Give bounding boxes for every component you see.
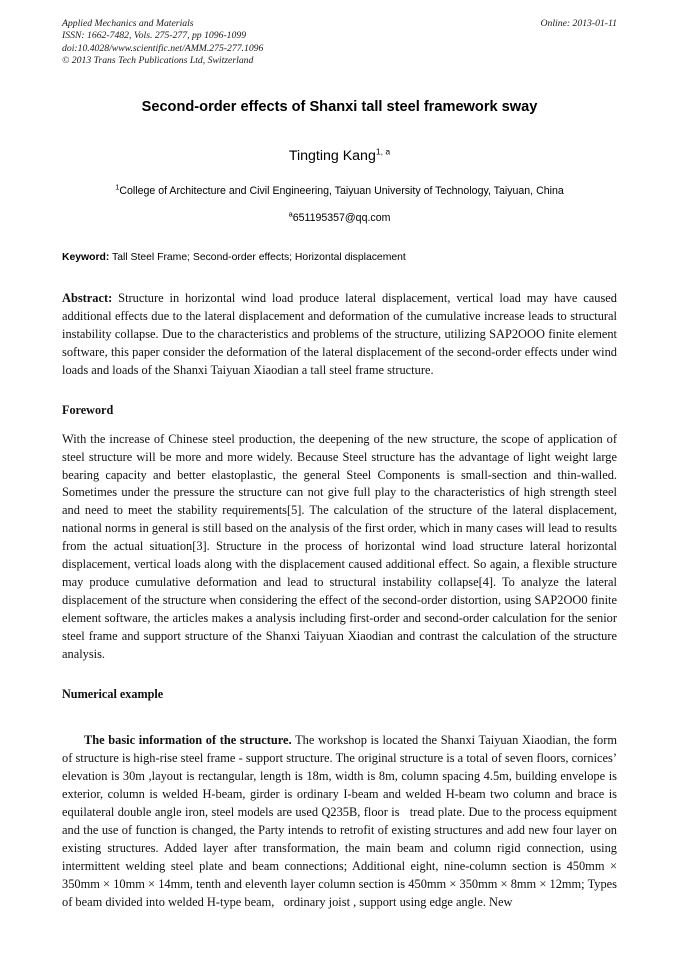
online-publication-date: Online: 2013-01-11 <box>540 18 617 29</box>
keyword-values: Tall Steel Frame; Second-order effects; Horizontal displacement <box>112 252 406 264</box>
abstract-label: Abstract: <box>62 291 113 306</box>
section-heading-foreword: Foreword <box>62 402 114 417</box>
numerical-example-text: The workshop is located the Shanxi Taiyuan Xiaodian, the form of structure is high-rise steel frame - support structure. The original structure is a total of seven floors, cornices’ elevation is 30m ,layout is rectangular, length is 18m, width is 8m, column spacing 4.5m, building envelope is exterior, column is welded H-beam, girder is ordinary I-beam and welded H-beam two column and brace is equilateral double angle iron, steel models are used Q235B, floor is tread plate. Due to the process equipment and the use of function is changed, the Party intends to retrofit of existing structures and add new four layer on existing structures. Added layer after transformation, the main beam and column rigid connection, using intermittent welding steel plate and beam connections; Additional eight, nine-column section is 450mm × 350mm × 10mm × 14mm, tenth and eleventh layer column section is 450mm × 350mm × 8mm × 12mm; Types of beam divided into welded H-type beam, ordinary joist , support using edge angle. New <box>62 733 621 909</box>
journal-issn-line: ISSN: 1662-7482, Vols. 275-277, pp 1096-1099 <box>62 30 247 42</box>
email-marker: a <box>288 209 293 219</box>
keyword-line <box>62 251 617 265</box>
keyword-label: Keyword: <box>62 252 110 264</box>
journal-copyright-line: © 2013 Trans Tech Publications Ltd, Switzerland <box>62 54 254 66</box>
abstract-text: Structure in horizontal wind load produce lateral displacement, vertical load may have caused additional effects due to the lateral displacement and deformation of the cumulative increase leads to structural instability collapse. Due to the characteristics and problems of the structure, utilizing SAP2OOO finite element software, this paper consider the deformation of the lateral displacement of the second-order effects under wind loads and loads of the Shanxi Taiyuan Xiaodian a tall steel frame structure. <box>62 291 617 377</box>
foreword-paragraph: With the increase of Chinese steel production, the deepening of the new structure, the scope of application of steel structure will be more and more widely. Because Steel structure has the advantage of light weight large bearing capacity and better elastoplastic, the general Steel Components is small-section and thin-walled. Sometimes under the pressure the structure can not give full play to the characteristics of high strength steel and need to meet the stability requirements[5]. The calculation of the structure of the lateral displacement, national norms in general is still based on the analysis of the first order, which in many cases will lead to results from the actual situation[3]. Structure in the process of horizontal wind load structure lateral horizontal displacement, vertical loads along with the displacement caused additional effect. So again, a flexible structure may produce cumulative deformation and lead to structural instability collapse[4]. To analyze the lateral displacement of the structure when considering the effect of the second-order distortion, using SAP2OO0 finite element software, the articles makes a analysis including first-order and second-order calculation for the senior steel frame and support structure of the Shanxi Taiyuan Xiaodian and contrast the calculation of the structure analysis. <box>62 431 617 661</box>
numerical-example-lead-in: The basic information of the structure. <box>83 733 292 748</box>
author-email: 651195357@qq.com <box>292 212 391 225</box>
author-affiliation-marker: 1, a <box>375 146 391 157</box>
page-content <box>62 0 621 929</box>
journal-header <box>62 0 617 67</box>
journal-name: Applied Mechanics and Materials <box>62 18 194 29</box>
affiliation-text: College of Architecture and Civil Engineering, Taiyuan University of Technology, Taiyuan, China <box>119 185 564 198</box>
author-line <box>62 147 617 165</box>
journal-doi-line: doi:10.4028/www.scientific.net/AMM.275-277.1096 <box>62 42 264 54</box>
abstract-paragraph <box>62 290 617 380</box>
author-name: Tingting Kang <box>288 148 376 165</box>
affiliation-marker: 1 <box>115 182 120 192</box>
section-heading-numerical-example: Numerical example <box>62 686 164 701</box>
affiliation-line <box>62 184 617 198</box>
page-title: Second-order effects of Shanxi tall steel framework sway <box>141 99 538 116</box>
author-email-line <box>62 211 617 225</box>
numerical-example-paragraph <box>62 715 621 930</box>
